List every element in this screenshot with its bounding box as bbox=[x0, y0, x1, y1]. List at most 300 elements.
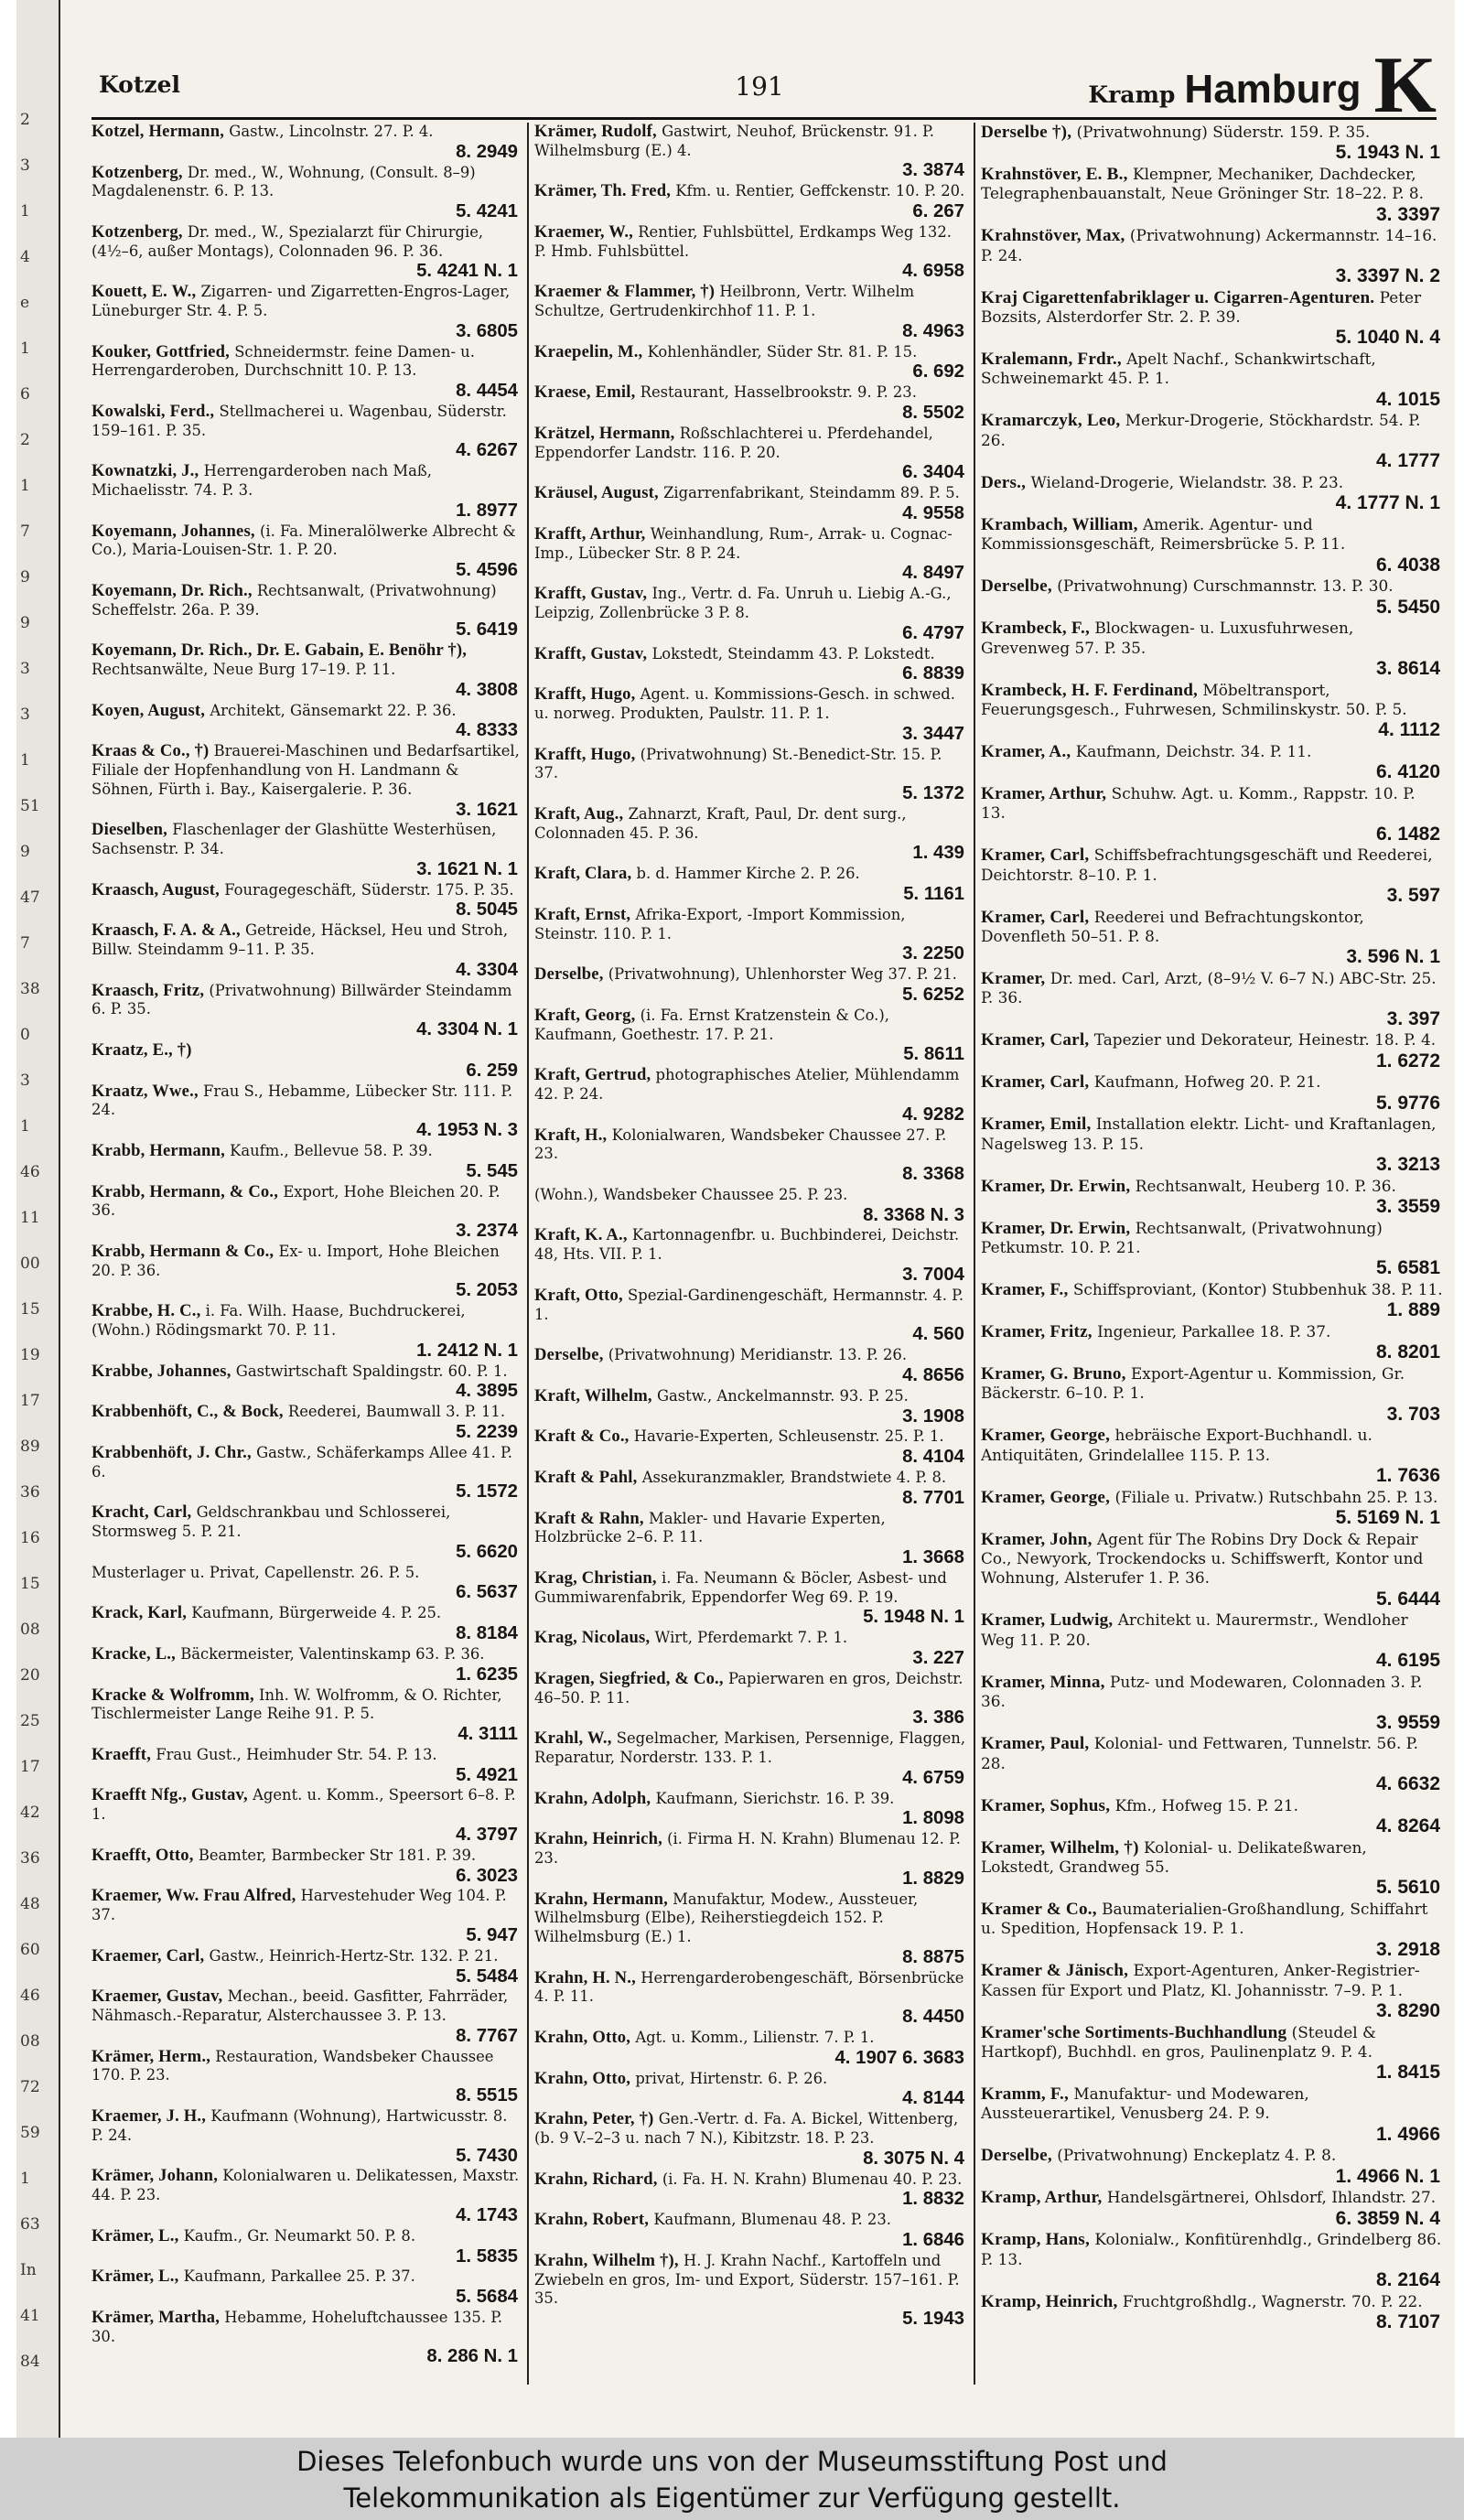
entry-phone-number: 1. 3668 bbox=[902, 1547, 964, 1568]
entry-details: Ing., Vertr. d. Fa. Unruh u. Liebig A.-G., Leipzig, Zollenbrücke 3 P. 8. bbox=[534, 585, 952, 621]
entry-phone-number: 5. 5169 N. 1 bbox=[1335, 1507, 1440, 1529]
entry-body bbox=[92, 2227, 522, 2246]
entry-phone-number: 5. 4241 N. 1 bbox=[416, 261, 518, 282]
entry-phone-number: 5. 1948 N. 1 bbox=[863, 1607, 964, 1628]
entry-details: i. Fa. Wilh. Haase, Buchdruckerei, (Wohn.) Rödingsmarkt 70. P. 11. bbox=[92, 1302, 466, 1340]
entry-name: Kramm, F., bbox=[981, 2084, 1069, 2104]
directory-entry bbox=[981, 411, 1444, 472]
margin-fragment: 6 bbox=[20, 385, 30, 404]
entry-name: Kramer, George, bbox=[981, 1487, 1111, 1507]
directory-entry bbox=[92, 1444, 522, 1503]
entry-name: Kraft, Aug., bbox=[534, 803, 624, 824]
directory-entry bbox=[534, 746, 968, 805]
directory-entry bbox=[92, 1746, 522, 1787]
entry-phone-number: 6. 4038 bbox=[1375, 554, 1440, 576]
entry-details: Restaurant, Hasselbrookstr. 9. P. 23. bbox=[640, 383, 917, 402]
entry-name: Kramp, Hans, bbox=[981, 2230, 1090, 2250]
entry-body bbox=[981, 1961, 1444, 2000]
margin-fragment: 7 bbox=[20, 934, 30, 953]
directory-entry bbox=[534, 1387, 968, 1428]
entry-name: Derselbe, bbox=[534, 1345, 604, 1365]
directory-entry bbox=[92, 223, 522, 283]
entry-phone-number: 5. 2053 bbox=[456, 1280, 518, 1301]
entry-phone-number: 5. 2239 bbox=[456, 1422, 518, 1443]
entry-phone-number: 1. 889 bbox=[1386, 1299, 1440, 1321]
directory-entry bbox=[981, 1610, 1444, 1672]
entry-body bbox=[534, 1890, 968, 1947]
directory-entry bbox=[534, 123, 968, 182]
entry-phone-number: 1. 8829 bbox=[902, 1868, 964, 1889]
directory-entry bbox=[534, 1427, 968, 1469]
directory-entry bbox=[534, 1346, 968, 1387]
entry-body bbox=[981, 165, 1444, 204]
entry-name: Krahn, Robert, bbox=[534, 2210, 650, 2230]
entry-details: Kohlenhändler, Süder Str. 81. P. 15. bbox=[647, 342, 918, 361]
entry-phone-number: 1. 8832 bbox=[902, 2189, 964, 2210]
entry-phone-number: 4. 6958 bbox=[902, 261, 964, 282]
entry-body bbox=[534, 1469, 968, 1488]
entry-details: Kartonnagenfbr. u. Buchbinderei, Deichstr. 48, Hts. VII. P. 1. bbox=[534, 1226, 960, 1264]
directory-entry bbox=[981, 226, 1444, 287]
entry-name: Krambeck, F., bbox=[981, 619, 1090, 639]
entry-name: Krahn, Richard, bbox=[534, 2169, 658, 2189]
entry-body bbox=[981, 1115, 1444, 1154]
entry-phone-number: 5. 6444 bbox=[1375, 1588, 1440, 1610]
entry-phone-number: 6. 5637 bbox=[456, 1582, 518, 1603]
entry-phone-number: 4. 1777 N. 1 bbox=[1335, 492, 1440, 514]
entry-details: Baumaterialien-Großhandlung, Schiffahrt u. Spedition, Hopfensack 19. P. 1. bbox=[981, 1899, 1428, 1938]
entry-details: (Privatwohnung) St.-Benedict-Str. 15. P. 37. bbox=[534, 745, 942, 782]
directory-entry bbox=[92, 2227, 522, 2268]
margin-fragment: 38 bbox=[20, 980, 40, 998]
margin-fragment: 41 bbox=[20, 2307, 40, 2325]
entry-phone-number: 4. 9282 bbox=[902, 1104, 964, 1125]
header-letter: K bbox=[1373, 41, 1437, 130]
entry-phone-number: 3. 8614 bbox=[1375, 657, 1440, 679]
entry-details: (Filiale u. Privatw.) Rutschbahn 25. P. 13. bbox=[1114, 1487, 1438, 1506]
margin-fragment: 1 bbox=[20, 339, 30, 358]
entry-name: Derselbe, bbox=[981, 2146, 1052, 2166]
entry-body bbox=[981, 742, 1444, 761]
entry-details: Afrika-Export, -Import Kommission, Steinstr. 110. P. 1. bbox=[534, 905, 906, 942]
entry-body bbox=[92, 1183, 522, 1221]
entry-details: Wieland-Drogerie, Wielandstr. 38. P. 23. bbox=[1030, 472, 1344, 491]
margin-fragment: 51 bbox=[20, 797, 40, 815]
entry-details: Architekt u. Maurermstr., Wendloher Weg 11. P. 20. bbox=[981, 1610, 1408, 1649]
entry-phone-number: 6. 4120 bbox=[1375, 761, 1440, 783]
margin-fragment: 36 bbox=[20, 1483, 40, 1502]
entry-phone-number: 3. 703 bbox=[1386, 1403, 1440, 1425]
entry-body bbox=[534, 1387, 968, 1406]
entry-details: Gastw., Schäferkamps Allee 41. P. 6. bbox=[92, 1443, 512, 1481]
entry-name: Kraft & Rahn, bbox=[534, 1508, 644, 1528]
entry-details: photographisches Atelier, Mühlendamm 42. P. 24. bbox=[534, 1066, 960, 1103]
margin-fragment: 47 bbox=[20, 888, 40, 907]
entry-name: Kramer, Carl, bbox=[981, 845, 1090, 866]
margin-fragment: e bbox=[20, 294, 30, 312]
entry-details: Klempner, Mechaniker, Dachdecker, Telegraphenbauanstalt, Neue Gröninger Str. 18–22. P. 8. bbox=[981, 165, 1425, 203]
entry-body bbox=[981, 1734, 1444, 1773]
entry-details: i. Fa. Neumann & Böcler, Asbest- und Gummiwarenfabrik, Eppendorfer Weg 69. P. 19. bbox=[534, 1569, 947, 1606]
entry-name: Krahn, H. N., bbox=[534, 1967, 636, 1987]
entry-phone-number: 8. 3368 bbox=[902, 1163, 964, 1184]
entry-body bbox=[981, 2023, 1444, 2062]
entry-body bbox=[981, 1280, 1444, 1299]
entry-phone-number: 4. 8144 bbox=[902, 2088, 964, 2109]
entry-name: Kotzenberg, bbox=[92, 162, 183, 182]
entry-body bbox=[92, 522, 522, 560]
entry-details: Inh. W. Wolfromm, & O. Richter, Tischlermeister Lange Reihe 91. P. 5. bbox=[92, 1685, 502, 1723]
directory-entry bbox=[981, 2023, 1444, 2084]
entry-phone-number: 4. 6195 bbox=[1375, 1650, 1440, 1672]
directory-entry bbox=[534, 1670, 968, 1729]
directory-entry bbox=[92, 982, 522, 1041]
entry-body bbox=[534, 525, 968, 563]
directory-entry bbox=[981, 2188, 1444, 2230]
directory-entry bbox=[981, 576, 1444, 619]
entry-phone-number: 8. 5515 bbox=[456, 2085, 518, 2106]
entry-body bbox=[981, 411, 1444, 450]
directory-entry bbox=[981, 1322, 1444, 1364]
entry-body bbox=[92, 582, 522, 619]
entry-details: Makler- und Havarie Experten, Holzbrücke 2–6. P. 11. bbox=[534, 1509, 886, 1546]
entry-name: Derselbe, bbox=[534, 964, 604, 985]
directory-entry bbox=[534, 1629, 968, 1670]
entry-phone-number: 4. 9558 bbox=[902, 502, 964, 523]
entry-name: Krafft, Gustav, bbox=[534, 584, 648, 604]
entry-name: Kraft, Ernst, bbox=[534, 904, 631, 924]
entry-body bbox=[981, 1322, 1444, 1341]
entry-body bbox=[981, 123, 1444, 142]
entry-name: Kramer, Fritz, bbox=[981, 1322, 1093, 1342]
entry-body bbox=[92, 1847, 522, 1866]
entry-phone-number: 8. 8184 bbox=[456, 1622, 518, 1643]
footer-line-2: Telekommunikation als Eigentümer zur Verfügung gestellt. bbox=[343, 2482, 1121, 2514]
entry-details: Harvestehuder Weg 104. P. 37. bbox=[92, 1887, 507, 1924]
entry-details: (Privatwohnung) Curschmannstr. 13. P. 30. bbox=[1057, 576, 1394, 596]
entry-details: Agent. u. Komm., Speersort 6–8. P. 1. bbox=[92, 1786, 516, 1824]
entry-body bbox=[534, 1569, 968, 1607]
directory-entry bbox=[534, 645, 968, 686]
entry-name: Krämer, L., bbox=[92, 2267, 179, 2287]
margin-fragment: 17 bbox=[20, 1392, 40, 1410]
directory-entry bbox=[92, 742, 522, 821]
entry-phone-number: 4. 6632 bbox=[1375, 1772, 1440, 1794]
entry-name: Ders., bbox=[981, 472, 1027, 492]
entry-details: (Privatwohnung) Süderstr. 159. P. 35. bbox=[1076, 123, 1371, 141]
entry-body bbox=[534, 685, 968, 723]
entry-name: Kramer & Co., bbox=[981, 1899, 1097, 1919]
entry-details: Kaufmann, Hofweg 20. P. 21. bbox=[1093, 1072, 1321, 1092]
entry-body bbox=[534, 1969, 968, 2007]
directory-entry bbox=[534, 383, 968, 425]
directory-entry bbox=[534, 2211, 968, 2252]
entry-body bbox=[92, 641, 522, 679]
entry-phone-number: 6. 3859 N. 4 bbox=[1335, 2207, 1440, 2229]
entry-phone-number: 8. 5045 bbox=[456, 899, 518, 921]
entry-name: Kraft, H., bbox=[534, 1125, 608, 1145]
entry-details: Ingenieur, Parkallee 18. P. 37. bbox=[1097, 1322, 1331, 1341]
entry-phone-number: 8. 4963 bbox=[902, 320, 964, 341]
entry-details: Kolonialwaren, Wandsbeker Chaussee 27. P. 23. bbox=[534, 1125, 947, 1163]
entry-body bbox=[534, 343, 968, 362]
entry-body bbox=[92, 1302, 522, 1340]
directory-entry bbox=[92, 1564, 522, 1605]
entry-phone-number: 4. 8264 bbox=[1375, 1815, 1440, 1836]
entry-phone-number: 5. 1943 bbox=[902, 2309, 964, 2330]
entry-details: Agt. u. Komm., Lilienstr. 7. P. 1. bbox=[635, 2029, 875, 2047]
entry-phone-number: 8. 7107 bbox=[1375, 2311, 1440, 2333]
entry-name: Kramer'sche Sortiments-Buchhandlung bbox=[981, 2022, 1287, 2042]
entry-name: Krabb, Hermann, & Co., bbox=[92, 1181, 279, 1201]
entry-name: Kramer, Arthur, bbox=[981, 783, 1107, 803]
directory-entry bbox=[981, 1796, 1444, 1838]
directory-entry bbox=[981, 2230, 1444, 2291]
margin-fragment: 9 bbox=[20, 614, 30, 632]
entry-body bbox=[534, 1066, 968, 1104]
entry-details: Gastw., Lincolnstr. 27. P. 4. bbox=[229, 123, 434, 140]
entry-name: Kraasch, F. A. & A., bbox=[92, 921, 241, 941]
entry-body bbox=[92, 1564, 522, 1583]
margin-fragment: 00 bbox=[20, 1255, 40, 1273]
entry-body bbox=[92, 1403, 522, 1422]
entry-details: b. d. Hammer Kirche 2. P. 26. bbox=[636, 865, 860, 883]
margin-fragment: 2 bbox=[20, 111, 30, 129]
margin-fragment: 17 bbox=[20, 1758, 40, 1776]
entry-name: Kraj Cigarettenfabriklager u. Cigarren-Agenturen. bbox=[981, 287, 1375, 307]
entry-name: Kraasch, Fritz, bbox=[92, 980, 205, 1000]
entry-phone-number: 4. 1743 bbox=[456, 2204, 518, 2225]
entry-name: Kracht, Carl, bbox=[92, 1502, 192, 1523]
margin-fragment: 42 bbox=[20, 1804, 40, 1822]
entry-phone-number: 4. 3808 bbox=[456, 679, 518, 700]
entry-body bbox=[534, 965, 968, 985]
page-number: 191 bbox=[735, 71, 784, 102]
entry-details: Agent für The Robins Dry Dock & Repair Co., Newyork, Trockendocks u. Schiffswerft, Kontor und Wohnung, Alsterufer 1. P. 36. bbox=[981, 1529, 1424, 1588]
margin-fragment: 20 bbox=[20, 1666, 40, 1685]
directory-entry bbox=[92, 462, 522, 522]
directory-column-1 bbox=[92, 123, 522, 2383]
directory-entry bbox=[534, 1469, 968, 1510]
entry-details: (i. Firma H. N. Krahn) Blumenau 12. P. 23. bbox=[534, 1830, 961, 1867]
directory-entry bbox=[92, 1302, 522, 1362]
entry-name: Kralemann, Frdr., bbox=[981, 350, 1122, 370]
entry-phone-number: 8. 4454 bbox=[456, 381, 518, 402]
entry-name: Kramer, Carl, bbox=[981, 907, 1090, 927]
directory-entry bbox=[534, 1569, 968, 1629]
entry-details: Roßschlachterei u. Pferdehandel, Eppendorfer Landstr. 116. P. 20. bbox=[534, 424, 933, 461]
entry-name: Kramer, A., bbox=[981, 741, 1071, 761]
entry-details: (i. Fa. H. N. Krahn) Blumenau 40. P. 23. bbox=[662, 2170, 963, 2188]
directory-entry bbox=[92, 1604, 522, 1645]
entry-phone-number: 3. 227 bbox=[912, 1648, 964, 1669]
entry-phone-number: 4. 560 bbox=[912, 1324, 964, 1345]
entry-body bbox=[534, 1126, 968, 1164]
entry-details: Schiffsbefrachtungsgeschäft und Reederei, Deichtorstr. 8–10. P. 1. bbox=[981, 845, 1433, 884]
directory-entry bbox=[981, 1530, 1444, 1611]
entry-details: Gastw., Heinrich-Hertz-Str. 132. P. 21. bbox=[209, 1946, 499, 1965]
entry-phone-number: 5. 1161 bbox=[903, 883, 964, 904]
entry-body bbox=[981, 515, 1444, 555]
entry-body bbox=[981, 350, 1444, 389]
entry-phone-number: 5. 545 bbox=[466, 1160, 518, 1181]
entry-name: Kraefft Nfg., Gustav, bbox=[92, 1785, 248, 1805]
entry-name: Koyemann, Dr. Rich., Dr. E. Gabain, E. Benöhr †), bbox=[92, 641, 468, 661]
entry-details: Kaufmann, Blumenau 48. P. 23. bbox=[653, 2211, 891, 2229]
margin-fragment: 9 bbox=[20, 568, 30, 587]
entry-name: Krabbe, H. C., bbox=[92, 1301, 201, 1321]
entry-name: Krahl, W., bbox=[534, 1728, 612, 1749]
entry-details: Putz- und Modewaren, Colonnaden 3. P. 36. bbox=[981, 1672, 1423, 1711]
directory-entry bbox=[981, 1364, 1444, 1426]
entry-phone-number: 5. 8611 bbox=[903, 1044, 964, 1065]
directory-entry bbox=[981, 1673, 1444, 1734]
entry-details: Geldschrankbau und Schlosserei, Stormsweg 5. P. 21. bbox=[92, 1503, 451, 1540]
entry-body bbox=[92, 1887, 522, 1924]
entry-details: Spezial-Gardinengeschäft, Hermannstr. 4. P. 1. bbox=[534, 1286, 964, 1323]
margin-fragment: 72 bbox=[20, 2078, 40, 2096]
entry-body bbox=[534, 1186, 968, 1205]
entry-details: Möbeltransport, Feuerungsgesch., Fuhrwesen, Schmilinskystr. 50. P. 5. bbox=[981, 680, 1407, 718]
entry-phone-number: 6. 259 bbox=[466, 1060, 518, 1081]
directory-entry bbox=[92, 1947, 522, 1988]
entry-name: Kramer, Carl, bbox=[981, 1072, 1090, 1093]
entry-phone-number: 3. 6805 bbox=[456, 320, 518, 341]
entry-body bbox=[981, 1426, 1444, 1465]
entry-details: (Privatwohnung) Meridianstr. 13. P. 26. bbox=[608, 1346, 908, 1364]
entry-details: Apelt Nachf., Schankwirtschaft, Schweinemarkt 45. P. 1. bbox=[981, 350, 1376, 388]
margin-fragment: 2 bbox=[20, 431, 30, 449]
footer-line-1: Dieses Telefonbuch wurde uns von der Museumsstiftung Post und bbox=[296, 2446, 1168, 2477]
column-divider bbox=[527, 123, 529, 2385]
entry-phone-number: 1. 4966 N. 1 bbox=[1335, 2165, 1440, 2187]
entry-body bbox=[92, 223, 522, 261]
directory-entry bbox=[534, 865, 968, 906]
entry-body bbox=[92, 1686, 522, 1724]
entry-name: Koyemann, Johannes, bbox=[92, 521, 255, 541]
entry-name: Kramer, Dr. Erwin, bbox=[981, 1176, 1131, 1196]
margin-fragment: 84 bbox=[20, 2353, 40, 2371]
entry-details: Schiffsproviant, (Kontor) Stubbenhuk 38. P. 11. bbox=[1072, 1280, 1443, 1299]
entry-phone-number: 4. 3304 N. 1 bbox=[416, 1019, 518, 1040]
entry-details: Dr. med. Carl, Arzt, (8–9½ V. 6–7 N.) ABC-Str. 25. P. 36. bbox=[981, 968, 1437, 1007]
directory-entry bbox=[534, 2070, 968, 2111]
entry-body bbox=[534, 2070, 968, 2089]
margin-fragment: 11 bbox=[20, 1209, 40, 1227]
margin-fragment: 7 bbox=[20, 522, 30, 541]
entry-body bbox=[981, 2230, 1444, 2269]
directory-entry bbox=[534, 906, 968, 965]
directory-entry bbox=[981, 1072, 1444, 1115]
directory-entry bbox=[92, 2167, 522, 2226]
entry-phone-number: 4. 3797 bbox=[456, 1824, 518, 1845]
entry-body bbox=[534, 865, 968, 884]
entry-phone-number: 8. 2164 bbox=[1375, 2269, 1440, 2291]
margin-fragment: In bbox=[20, 2261, 37, 2279]
directory-entry bbox=[92, 1362, 522, 1404]
margin-fragment: 59 bbox=[20, 2124, 40, 2142]
entry-details: Herrengarderoben nach Maß, Michaelisstr. 74. P. 3. bbox=[92, 462, 432, 500]
entry-name: Kraft, Clara, bbox=[534, 864, 632, 884]
entry-body bbox=[981, 1838, 1444, 1878]
entry-name: Kramer, G. Bruno, bbox=[981, 1364, 1126, 1384]
entry-name: Kraas & Co., †) bbox=[92, 741, 210, 761]
entry-phone-number: 3. 2374 bbox=[456, 1221, 518, 1242]
entry-phone-number: 3. 2918 bbox=[1375, 1938, 1440, 1960]
entry-details: Bäckermeister, Valentinskamp 63. P. 36. bbox=[180, 1644, 485, 1663]
entry-name: Kotzenberg, bbox=[92, 221, 183, 242]
directory-entry bbox=[534, 283, 968, 342]
entry-details: Amerik. Agentur- und Kommissionsgeschäft, Reimersbrücke 5. P. 11. bbox=[981, 514, 1346, 554]
entry-phone-number: 5. 4241 bbox=[456, 201, 518, 222]
entry-details: Kaufm., Gr. Neumarkt 50. P. 8. bbox=[183, 2226, 416, 2245]
entry-details: Reederei und Befrachtungskontor, Dovenfleth 50–51. P. 8. bbox=[981, 907, 1364, 945]
entry-body bbox=[92, 1987, 522, 2025]
directory-column-3 bbox=[981, 123, 1444, 2383]
entry-name: Kraft, Otto, bbox=[534, 1285, 623, 1305]
entry-body bbox=[92, 2309, 522, 2346]
entry-name: Krambach, William, bbox=[981, 514, 1138, 534]
entry-details: Brauerei-Maschinen und Bedarfsartikel, Filiale der Hopfenhandlung von H. Landmann & Söhnen, Fürth i. Bay., Kaisergalerie. P. 36. bbox=[92, 742, 520, 798]
directory-entry bbox=[92, 1887, 522, 1946]
directory-entry bbox=[92, 1243, 522, 1302]
directory-entry bbox=[534, 1226, 968, 1286]
entry-body bbox=[92, 1142, 522, 1161]
entry-body bbox=[92, 1444, 522, 1481]
entry-body bbox=[981, 1610, 1444, 1650]
entry-name: Kraefft, Otto, bbox=[92, 1845, 194, 1865]
entry-name: Kräusel, August, bbox=[534, 483, 659, 503]
entry-body bbox=[92, 2107, 522, 2145]
entry-body bbox=[92, 1503, 522, 1541]
directory-entry bbox=[534, 1790, 968, 1831]
entry-body bbox=[981, 1030, 1444, 1050]
entry-body bbox=[981, 908, 1444, 947]
entry-name: Krahn, Adolph, bbox=[534, 1788, 651, 1808]
entry-body bbox=[534, 2252, 968, 2309]
entry-details: Schneidermstr. feine Damen- u. Herrengarderoben, Durchschnitt 10. P. 13. bbox=[92, 342, 475, 380]
entry-body bbox=[981, 2146, 1444, 2165]
directory-entry bbox=[981, 742, 1444, 784]
entry-details: Manufaktur, Modew., Aussteuer, Wilhelmsburg (Elbe), Reiherstiegdeich 152. P. Wilhelmsburg (E.) 1. bbox=[534, 1890, 919, 1946]
entry-phone-number: 3. 9559 bbox=[1375, 1711, 1440, 1733]
entry-name: Krabb, Hermann, bbox=[92, 1141, 225, 1161]
directory-entry bbox=[92, 1183, 522, 1243]
entry-details: privat, Hirtenstr. 6. P. 26. bbox=[635, 2069, 828, 2087]
directory-entry bbox=[534, 1007, 968, 1066]
entry-body bbox=[981, 473, 1444, 492]
entry-details: (Wohn.), Wandsbeker Chaussee 25. P. 23. bbox=[534, 1185, 848, 1203]
margin-fragment: 15 bbox=[20, 1575, 40, 1593]
directory-entry bbox=[981, 1115, 1444, 1176]
entry-phone-number: 5. 1572 bbox=[456, 1481, 518, 1502]
entry-phone-number: 3. 3213 bbox=[1375, 1154, 1440, 1176]
entry-details: Merkur-Drogerie, Stöckhardstr. 54. P. 26. bbox=[981, 411, 1421, 449]
directory-entry bbox=[92, 582, 522, 641]
entry-details: Rechtsanwalt, (Privatwohnung) Scheffelstr. 26a. P. 39. bbox=[92, 582, 497, 619]
entry-details: Gastwirt, Neuhof, Brückenstr. 91. P. Wilhelmsburg (E.) 4. bbox=[534, 123, 934, 159]
entry-phone-number: 8. 286 N. 1 bbox=[426, 2346, 518, 2367]
entry-phone-number: 5. 947 bbox=[466, 1924, 518, 1945]
entry-body bbox=[92, 1041, 522, 1061]
directory-entry bbox=[92, 821, 522, 880]
entry-name: Kraefft, bbox=[92, 1744, 152, 1764]
entry-body bbox=[92, 2167, 522, 2204]
directory-entry bbox=[534, 1830, 968, 1890]
directory-entry bbox=[981, 2084, 1444, 2146]
entry-details: Getreide, Häcksel, Heu und Stroh, Billw. Steindamm 9–11. P. 35. bbox=[92, 921, 509, 959]
entry-body bbox=[92, 1746, 522, 1765]
